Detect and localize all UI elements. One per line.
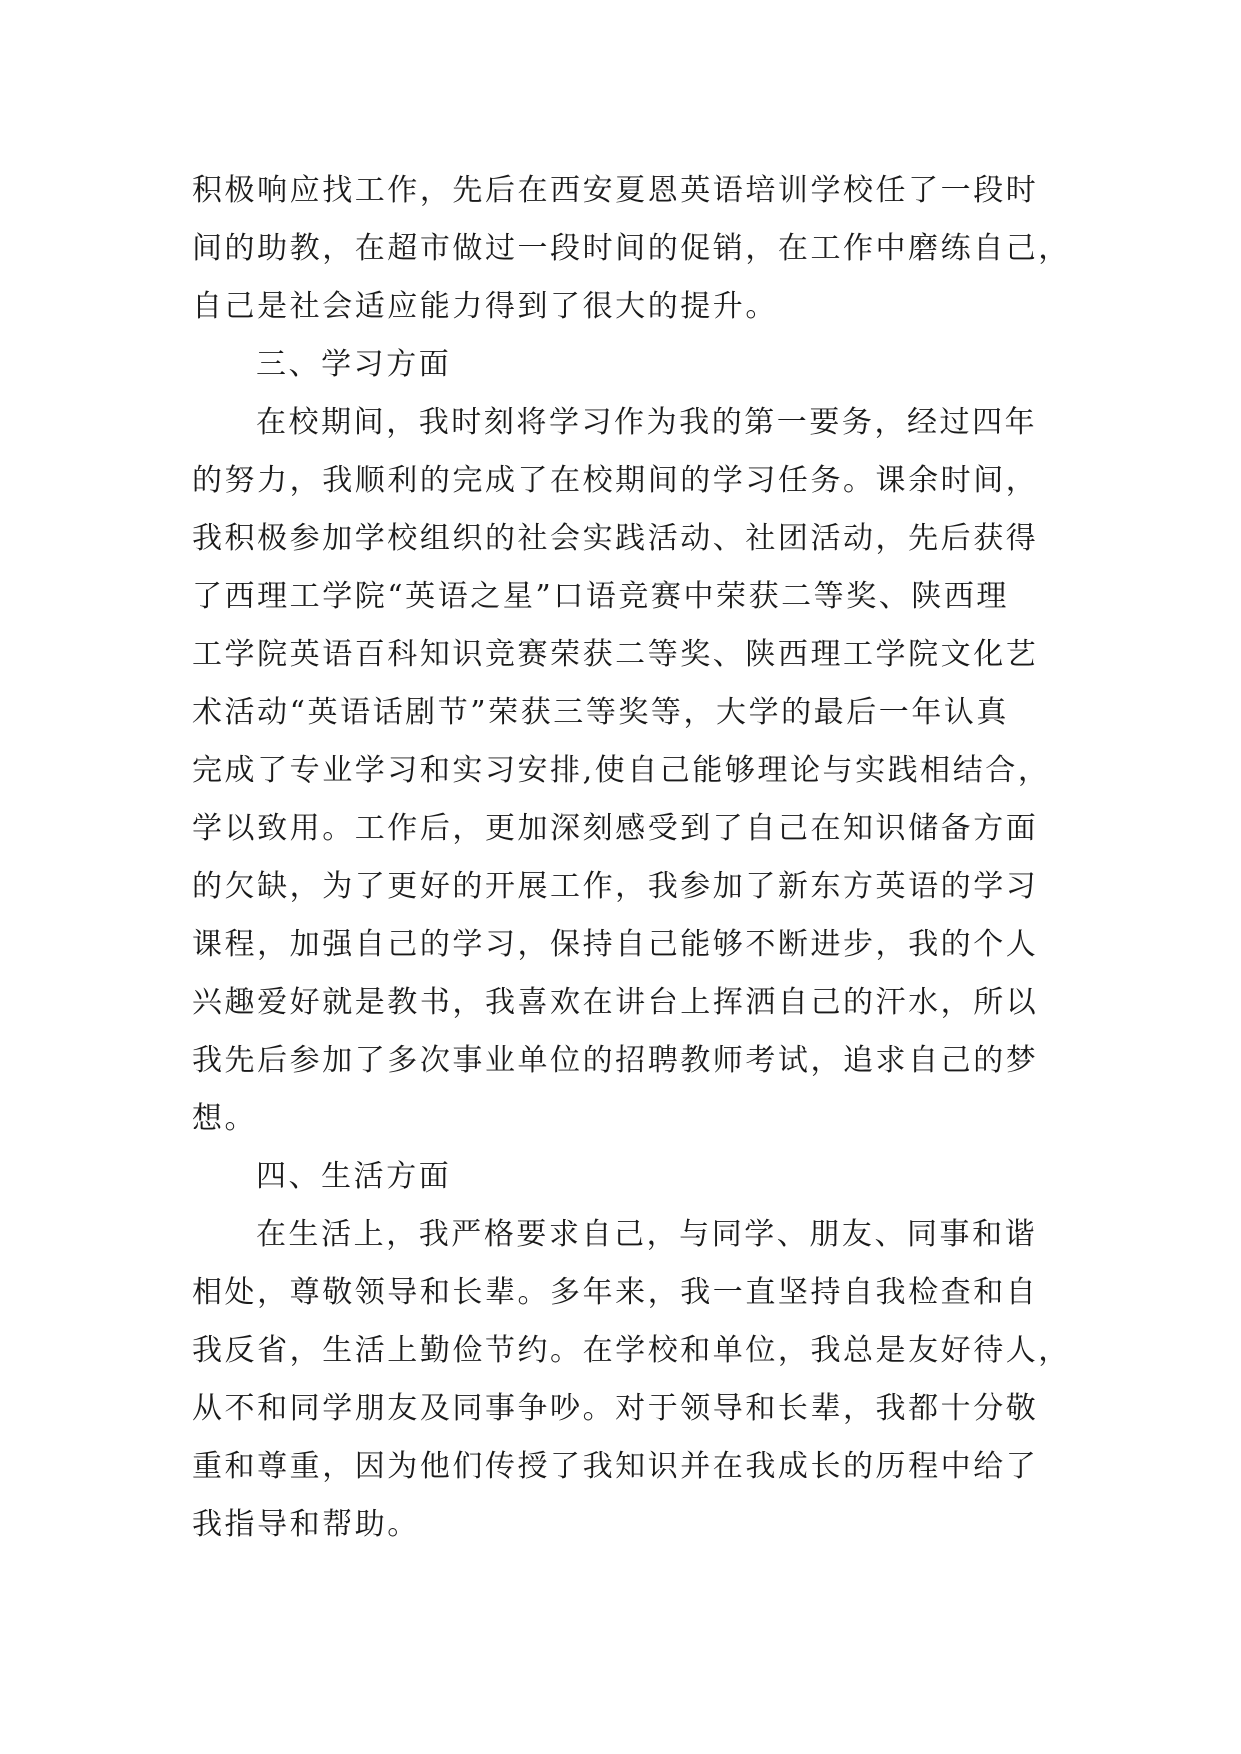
text-line: 我指导和帮助。 xyxy=(192,1507,420,1542)
text-line: 在生活上，我严格要求自己，与同学、朋友、同事和谐 xyxy=(256,1217,1038,1252)
text-line: 自己是社会适应能力得到了很大的提升。 xyxy=(192,289,778,324)
text-line: 工学院英语百科知识竞赛荣获二等奖、陕西理工学院文化艺 xyxy=(192,637,1039,672)
section-heading-study: 三、学习方面 xyxy=(256,347,452,382)
text-line: 重和尊重，因为他们传授了我知识并在我成长的历程中给了 xyxy=(192,1449,1039,1484)
text-line: 术活动“英语话剧节”荣获三等奖等，大学的最后一年认真 xyxy=(192,695,1009,730)
text-line: 我积极参加学校组织的社会实践活动、社团活动，先后获得 xyxy=(192,521,1039,556)
text-line: 我先后参加了多次事业单位的招聘教师考试，追求自己的梦 xyxy=(192,1043,1039,1078)
text-line: 想。 xyxy=(192,1101,258,1136)
text-line: 了西理工学院“英语之星”口语竞赛中荣获二等奖、陕西理 xyxy=(192,579,1009,614)
text-line: 相处，尊敬领导和长辈。多年来，我一直坚持自我检查和自 xyxy=(192,1275,1039,1310)
text-line: 从不和同学朋友及同事争吵。对于领导和长辈，我都十分敬 xyxy=(192,1391,1039,1426)
text-line: 积极响应找工作，先后在西安夏恩英语培训学校任了一段时 xyxy=(192,173,1039,208)
text-line: 的努力，我顺利的完成了在校期间的学习任务。课余时间， xyxy=(192,463,1039,498)
text-line: 间的助教，在超市做过一段时间的促销，在工作中磨练自己， xyxy=(192,231,1071,266)
text-line: 完成了专业学习和实习安排,使自己能够理论与实践相结合， xyxy=(192,753,1051,788)
text-line: 兴趣爱好就是教书，我喜欢在讲台上挥洒自己的汗水，所以 xyxy=(192,985,1039,1020)
text-line: 我反省，生活上勤俭节约。在学校和单位，我总是友好待人， xyxy=(192,1333,1071,1368)
document-body xyxy=(192,162,1071,1554)
text-line: 课程，加强自己的学习，保持自己能够不断进步，我的个人 xyxy=(192,927,1039,962)
text-line: 学以致用。工作后，更加深刻感受到了自己在知识储备方面 xyxy=(192,811,1039,846)
text-line: 在校期间，我时刻将学习作为我的第一要务，经过四年 xyxy=(256,405,1038,440)
section-heading-life: 四、生活方面 xyxy=(256,1159,452,1194)
text-line: 的欠缺，为了更好的开展工作，我参加了新东方英语的学习 xyxy=(192,869,1039,904)
